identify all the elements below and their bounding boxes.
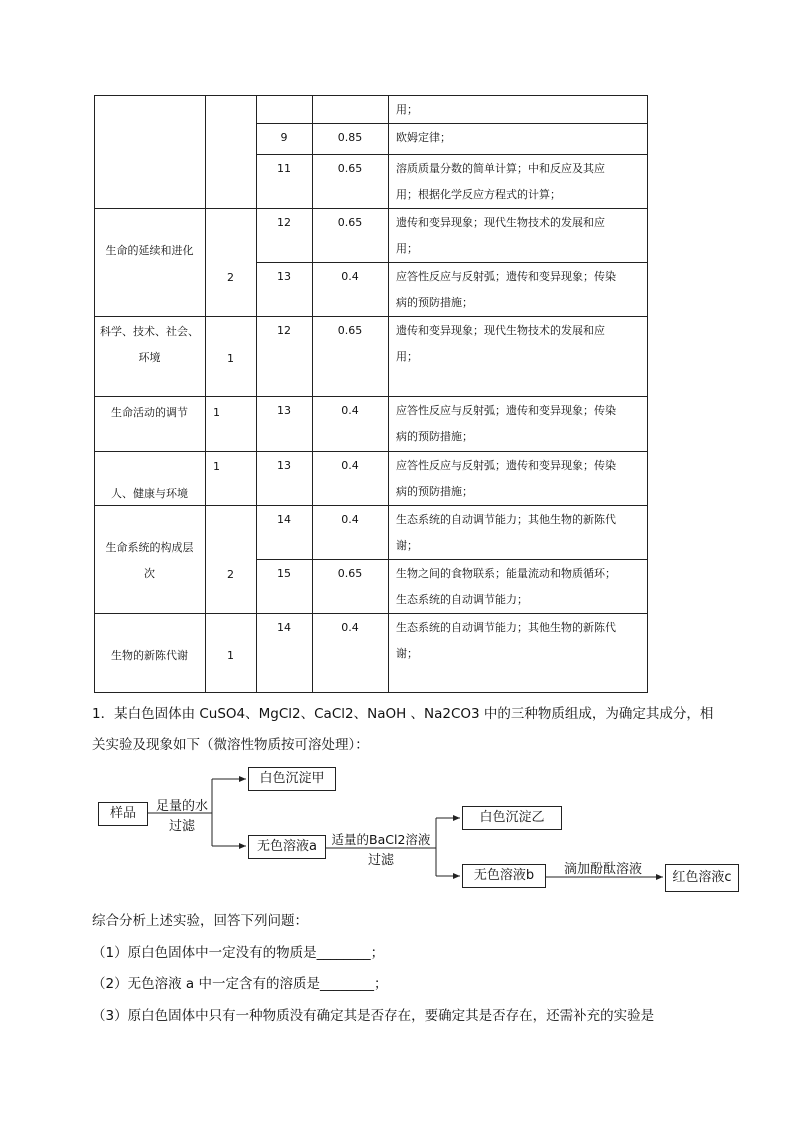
difficulty-cell: 0.65 <box>337 216 363 229</box>
question-count-cell: 1 <box>227 649 234 662</box>
question-count-cell: 1 <box>213 406 220 419</box>
knowledge-point-cell: 遗传和变异现象；现代生物技术的发展和应 <box>396 324 605 337</box>
question-number-cell: 12 <box>277 216 291 229</box>
difficulty-cell: 0.65 <box>337 162 363 175</box>
topic-cell: 环境 <box>138 351 161 364</box>
knowledge-point-cell: 溶质质量分数的简单计算；中和反应及其应 <box>396 162 605 175</box>
knowledge-point-cell: 生态系统的自动调节能力；其他生物的新陈代 <box>396 513 616 526</box>
question-number-cell: 13 <box>277 459 291 472</box>
difficulty-cell: 0.4 <box>341 270 359 283</box>
knowledge-point-cell: 应答性反应与反射弧；遗传和变异现象；传染 <box>396 270 616 283</box>
sample-box: 样品 <box>98 802 148 826</box>
question-count-cell: 2 <box>227 271 234 284</box>
question-number-cell: 13 <box>277 404 291 417</box>
difficulty-cell: 0.4 <box>341 513 359 526</box>
question-number-cell: 14 <box>277 621 291 634</box>
question-intro-line1: 1．某白色固体由 CuSO4、MgCl2、CaCl2、NaOH 、Na2CO3 中的三种物质组成，为确定其成分，相 <box>92 706 714 722</box>
knowledge-point-cell: 欧姆定律； <box>396 131 451 144</box>
difficulty-cell: 0.4 <box>341 459 359 472</box>
question-prompt: 综合分析上述实验，回答下列问题： <box>92 913 308 929</box>
knowledge-point-cell: 谢； <box>396 647 418 660</box>
knowledge-point-cell: 生物之间的食物联系；能量流动和物质循环； <box>396 567 616 580</box>
sub-question-3: （3）原白色固体中只有一种物质没有确定其是否存在，要确定其是否存在，还需补充的实验是 <box>92 1008 655 1024</box>
precipitate-b-box: 白色沉淀乙 <box>462 806 562 830</box>
step2-filter: 过滤 <box>367 853 394 868</box>
knowledge-point-cell: 用； <box>396 350 418 363</box>
solution-b-box: 无色溶液b <box>462 864 546 888</box>
sub-question-2: （2）无色溶液 a 中一定含有的溶质是________； <box>92 976 388 992</box>
solution-a-box: 无色溶液a <box>248 835 326 859</box>
difficulty-cell: 0.4 <box>341 621 359 634</box>
solution-c-box: 红色溶液c <box>665 864 739 892</box>
step3-condition: 滴加酚酞溶液 <box>563 862 642 877</box>
knowledge-point-cell: 病的预防措施； <box>396 296 473 309</box>
sub-question-1: （1）原白色固体中一定没有的物质是________； <box>92 945 385 961</box>
knowledge-point-cell: 病的预防措施； <box>396 430 473 443</box>
knowledge-point-cell: 用； <box>396 242 418 255</box>
question-number-cell: 11 <box>277 162 291 175</box>
knowledge-point-cell: 应答性反应与反射弧；遗传和变异现象；传染 <box>396 404 616 417</box>
knowledge-point-cell: 用；根据化学反应方程式的计算； <box>396 188 561 201</box>
step2-condition: 适量的BaCl2溶液 <box>331 832 431 847</box>
precipitate-a-box: 白色沉淀甲 <box>248 767 336 791</box>
topic-cell: 生命的延续和进化 <box>105 244 194 257</box>
knowledge-point-cell: 谢； <box>396 539 418 552</box>
difficulty-cell: 0.65 <box>337 324 363 337</box>
topic-cell: 次 <box>144 567 155 580</box>
knowledge-point-cell: 生态系统的自动调节能力； <box>396 593 528 606</box>
knowledge-point-cell: 遗传和变异现象；现代生物技术的发展和应 <box>396 216 605 229</box>
question-count-cell: 2 <box>227 568 234 581</box>
knowledge-point-cell: 应答性反应与反射弧；遗传和变异现象；传染 <box>396 459 616 472</box>
topic-cell: 生物的新陈代谢 <box>111 649 188 662</box>
knowledge-point-cell: 生态系统的自动调节能力；其他生物的新陈代 <box>396 621 616 634</box>
question-count-cell: 1 <box>213 460 220 473</box>
question-number-cell: 15 <box>277 567 291 580</box>
question-number-cell: 13 <box>277 270 291 283</box>
topic-cell: 生命活动的调节 <box>111 406 188 419</box>
knowledge-point-cell: 用； <box>396 103 418 116</box>
question-number-cell: 14 <box>277 513 291 526</box>
difficulty-cell: 0.4 <box>341 404 359 417</box>
question-number-cell: 9 <box>280 131 288 144</box>
step1-filter: 过滤 <box>168 819 195 834</box>
topic-cell: 科学、技术、社会、 <box>100 325 199 338</box>
question-number-cell: 12 <box>277 324 291 337</box>
step1-condition: 足量的水 <box>155 799 208 814</box>
difficulty-cell: 0.85 <box>337 131 363 144</box>
difficulty-cell: 0.65 <box>337 567 363 580</box>
topic-cell: 生命系统的构成层 <box>105 541 194 554</box>
question-count-cell: 1 <box>227 352 234 365</box>
question-intro-line2: 关实验及现象如下（微溶性物质按可溶处理）： <box>92 737 369 753</box>
knowledge-point-cell: 病的预防措施； <box>396 485 473 498</box>
topic-cell: 人、健康与环境 <box>111 487 188 500</box>
